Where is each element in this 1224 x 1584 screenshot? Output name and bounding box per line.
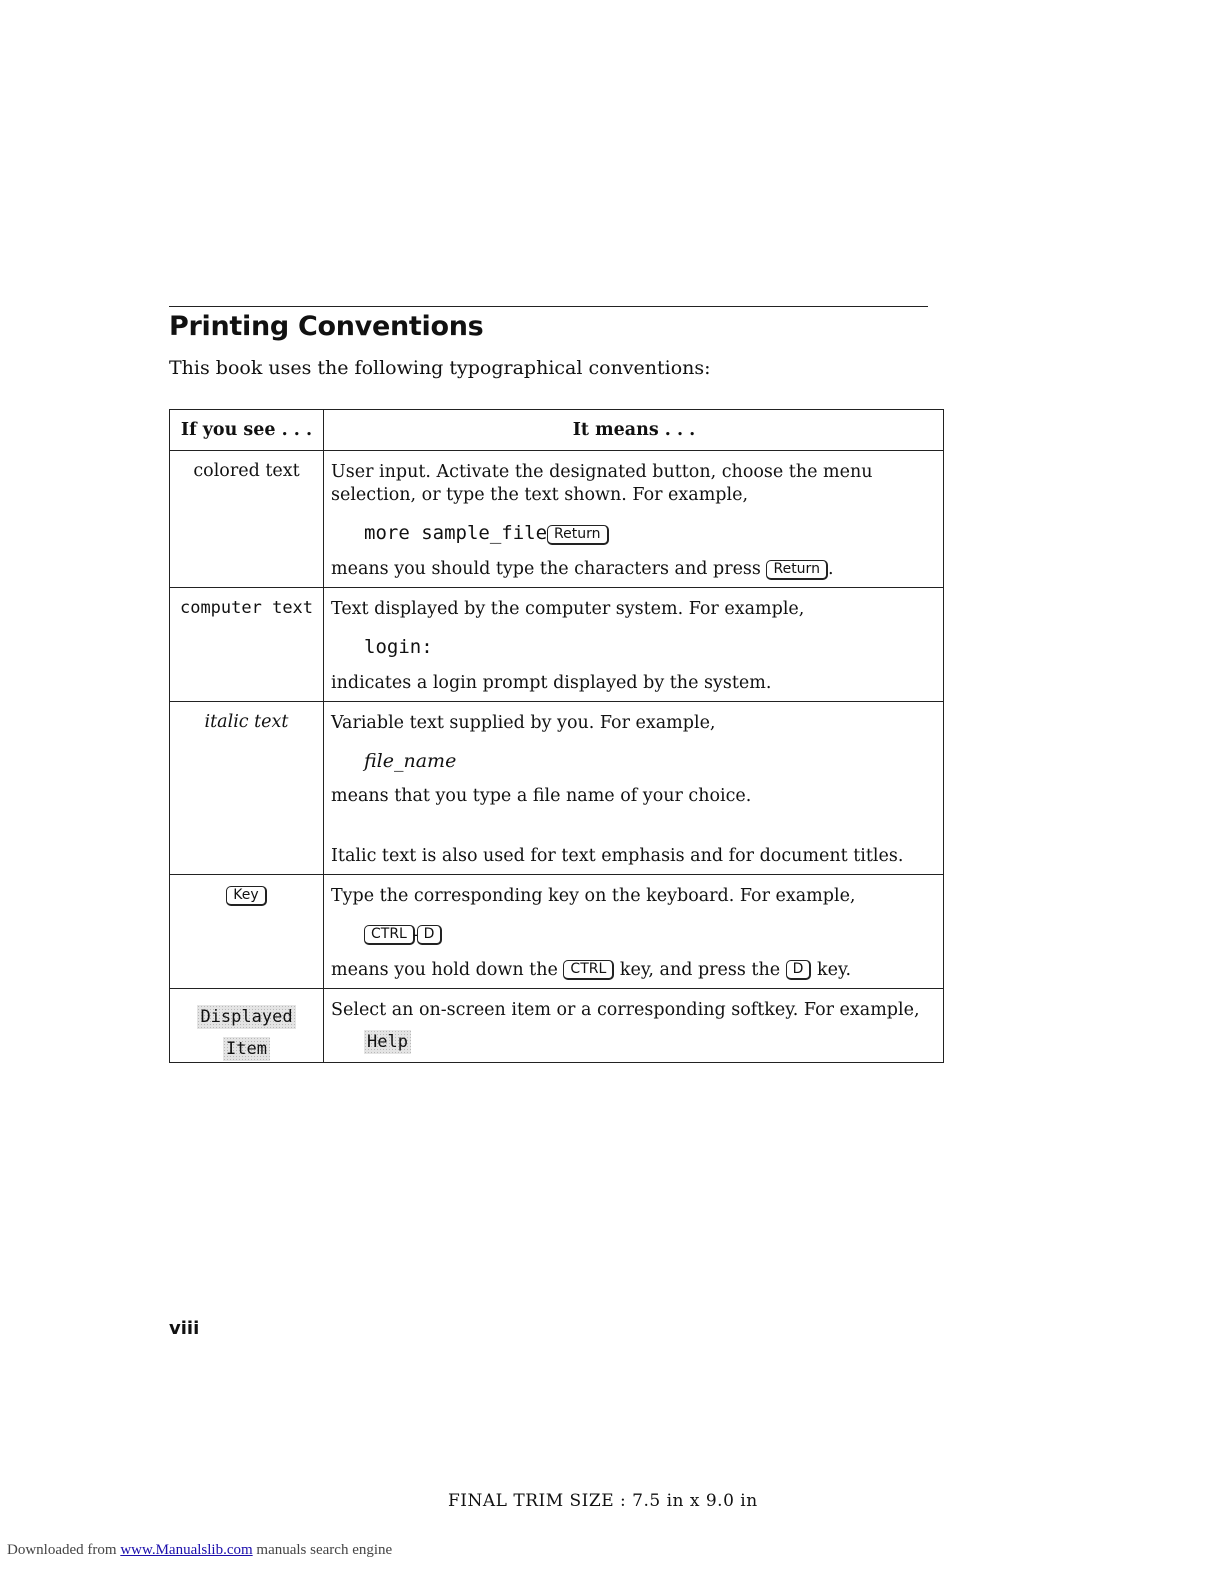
- d-key-icon: D: [417, 925, 443, 945]
- softkey-item: Item: [223, 1037, 270, 1061]
- footer-prefix: Downloaded from: [7, 1542, 117, 1558]
- desc-text: Text displayed by the computer system. For example,: [331, 599, 805, 619]
- softkey-stack: [197, 999, 295, 1061]
- term-computer-text: [170, 588, 324, 702]
- after-text-pre: means you should type the characters and press: [331, 559, 761, 579]
- trim-size-text: FINAL TRIM SIZE : 7.5 in x 9.0 in: [448, 1491, 758, 1511]
- after-text: means that you type a file name of your choice.: [331, 786, 752, 806]
- header-if-you-see: If you see . . .: [170, 410, 324, 451]
- table-row-displayed-item: [170, 988, 944, 1062]
- example-command: more sample_file: [364, 522, 548, 544]
- desc-colored-text: [324, 451, 944, 588]
- key-icon: Key: [226, 886, 266, 906]
- section-rule: [169, 306, 928, 307]
- desc-text: Variable text supplied by you. For example,: [331, 713, 716, 733]
- table-row-computer-text: [170, 588, 944, 702]
- desc-text: User input. Activate the designated button, choose the menu selection, or type the text shown. For example,: [331, 462, 873, 505]
- page-title: Printing Conventions: [169, 311, 484, 342]
- after-text: [331, 558, 937, 581]
- term-colored-text: colored text: [170, 451, 324, 588]
- return-key-icon: Return: [766, 560, 827, 580]
- term-displayed-item: [170, 988, 324, 1062]
- after-text: indicates a login prompt displayed by the system.: [331, 673, 772, 693]
- conventions-table: [169, 409, 944, 1063]
- trim-size-label: [0, 1491, 1224, 1511]
- page-number: viii: [169, 1318, 200, 1339]
- d-key-icon: D: [786, 960, 812, 980]
- manualslib-link[interactable]: www.Manualslib.com: [120, 1542, 253, 1558]
- softkey-help: Help: [364, 1030, 411, 1054]
- term-computer-text-label: computer text: [179, 598, 314, 618]
- desc-text: Select an on-screen item or a corresponding softkey. For example,: [331, 999, 920, 1020]
- after-text-mid: key, and press the: [619, 959, 781, 980]
- after-text-post: key.: [817, 959, 852, 980]
- softkey-displayed: Displayed: [197, 1005, 295, 1029]
- after-text: [331, 959, 937, 982]
- header-it-means: It means . . .: [324, 410, 944, 451]
- desc-key: [324, 875, 944, 989]
- ctrl-key-icon: CTRL: [563, 960, 614, 980]
- desc-computer-text: [324, 588, 944, 702]
- after-text-post: .: [827, 559, 834, 579]
- key-separator: -: [412, 924, 419, 944]
- table-row-key: [170, 875, 944, 989]
- term-key: [170, 875, 324, 989]
- example-login-prompt: login:: [364, 636, 433, 658]
- footer-suffix: manuals search engine: [256, 1542, 393, 1558]
- table-row-italic-text: [170, 702, 944, 875]
- table-header-row: [170, 410, 944, 451]
- italic-note: Italic text is also used for text emphasis and for document titles.: [331, 846, 904, 866]
- desc-text: Type the corresponding key on the keyboard. For example,: [331, 886, 856, 906]
- example-line: [364, 521, 937, 546]
- desc-displayed-item: [324, 988, 944, 1062]
- return-key-icon: Return: [547, 525, 608, 545]
- example-line: [364, 1030, 937, 1054]
- desc-italic-text: [324, 702, 944, 875]
- term-italic-text-label: italic text: [204, 712, 289, 732]
- ctrl-key-icon: CTRL: [364, 925, 415, 945]
- example-line: [364, 635, 937, 660]
- example-file-name: file_name: [364, 750, 457, 772]
- term-italic-text: [170, 702, 324, 875]
- example-line: [364, 922, 937, 947]
- after-text-pre: means you hold down the: [331, 959, 558, 980]
- intro-text: This book uses the following typographical conventions:: [169, 357, 711, 379]
- download-footer: [7, 1542, 392, 1559]
- table-row-colored-text: [170, 451, 944, 588]
